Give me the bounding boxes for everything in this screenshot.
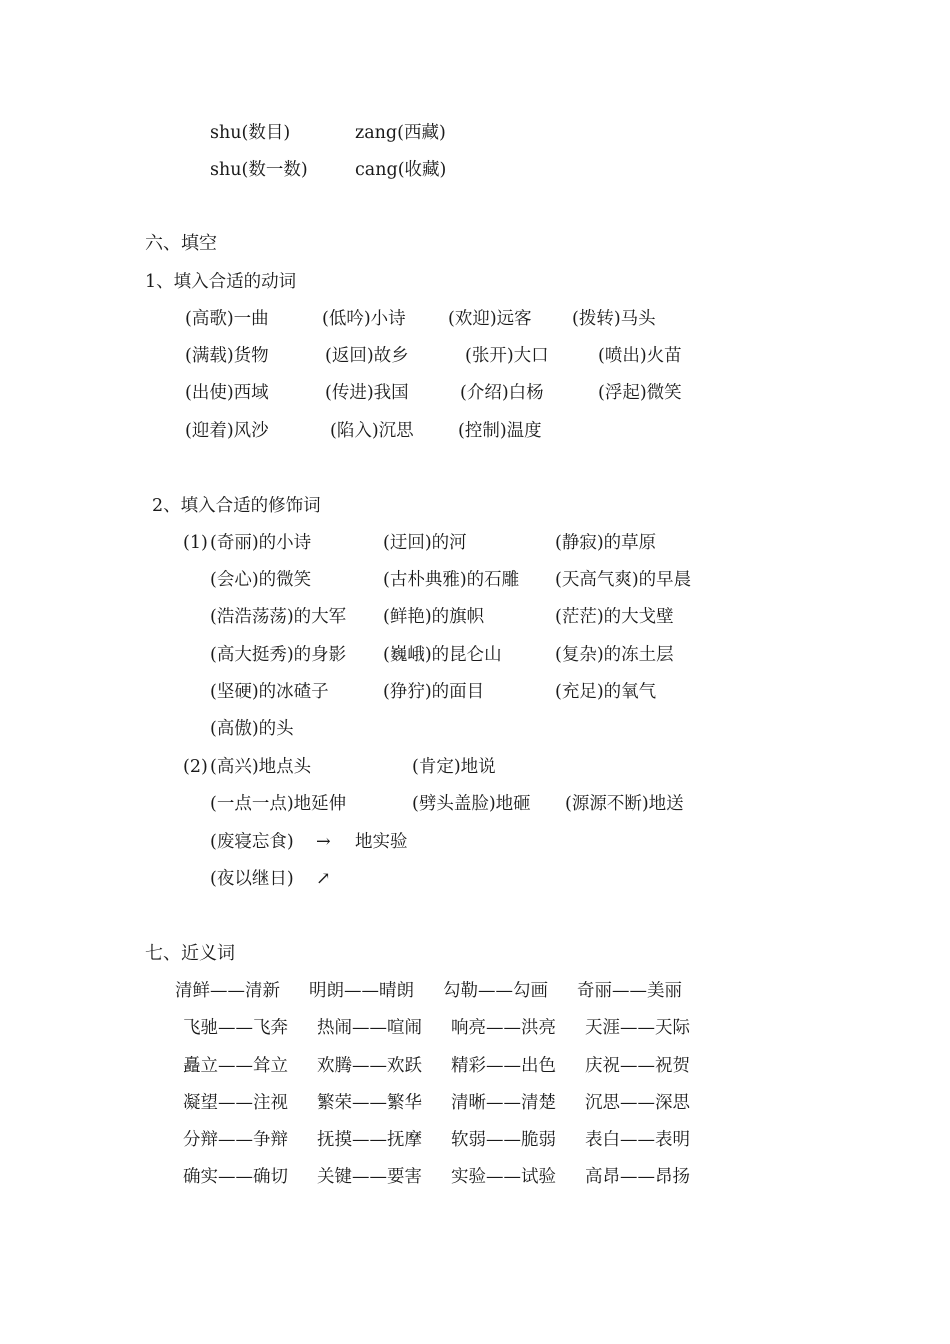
modifier-item: (茫茫)的大戈壁: [555, 607, 674, 627]
section-title: 六、填空: [145, 233, 217, 254]
modifier-item: (会心)的微笑: [210, 570, 312, 590]
modifier-item: (狰狞)的面目: [383, 682, 485, 702]
modifier-item: (肯定)地说: [412, 757, 496, 777]
verb-item: (欢迎)远客: [448, 309, 532, 329]
subsection-title: 1、填入合适的动词: [145, 272, 297, 292]
synonym-pair: 奇丽——美丽: [577, 981, 682, 1001]
pinyin-item: cang(收藏): [355, 160, 447, 180]
verb-item: (介绍)白杨: [460, 383, 544, 403]
verb-item: (拨转)马头: [572, 309, 656, 329]
part-marker: (1): [183, 533, 208, 553]
section-title: 七、近义词: [145, 943, 235, 964]
synonym-pair: 凝望——注视: [183, 1093, 288, 1113]
verb-item: (传进)我国: [325, 383, 409, 403]
modifier-item: (一点一点)地延伸: [210, 794, 347, 814]
modifier-item: (劈头盖脸)地砸: [412, 794, 531, 814]
modifier-item: (源源不断)地送: [565, 794, 684, 814]
synonym-pair: 软弱——脆弱: [451, 1130, 556, 1150]
modifier-item: (天高气爽)的早晨: [555, 570, 692, 590]
modifier-item: (奇丽)的小诗: [210, 533, 312, 553]
synonym-pair: 欢腾——欢跃: [317, 1056, 422, 1076]
synonym-pair: 表白——表明: [585, 1130, 690, 1150]
verb-item: (出使)西域: [185, 383, 269, 403]
subsection-title: 2、填入合适的修饰词: [152, 496, 321, 516]
synonym-pair: 实验——试验: [451, 1167, 556, 1187]
synonym-pair: 确实——确切: [183, 1167, 288, 1187]
verb-item: (张开)大口: [465, 346, 549, 366]
verb-item: (满载)货物: [185, 346, 269, 366]
synonym-pair: 分辩——争辩: [183, 1130, 288, 1150]
pinyin-item: shu(数一数): [210, 160, 308, 180]
modifier-target: 地实验: [355, 832, 408, 852]
synonym-pair: 天涯——天际: [585, 1018, 690, 1038]
modifier-item: (鲜艳)的旗帜: [383, 607, 485, 627]
verb-item: (喷出)火苗: [598, 346, 682, 366]
pinyin-item: shu(数目): [210, 123, 291, 143]
modifier-item: (坚硬)的冰碴子: [210, 682, 329, 702]
modifier-item: (高傲)的头: [210, 719, 294, 739]
verb-item: (返回)故乡: [325, 346, 409, 366]
synonym-pair: 庆祝——祝贺: [585, 1056, 690, 1076]
synonym-pair: 矗立——耸立: [183, 1056, 288, 1076]
modifier-item: (高大挺秀)的身影: [210, 645, 347, 665]
modifier-item: (巍峨)的昆仑山: [383, 645, 502, 665]
modifier-item: (静寂)的草原: [555, 533, 657, 553]
synonym-pair: 飞驰——飞奔: [183, 1018, 288, 1038]
verb-item: (陷入)沉思: [330, 421, 414, 441]
synonym-pair: 勾勒——勾画: [443, 981, 548, 1001]
pinyin-item: zang(西藏): [355, 123, 446, 143]
arrow-up-right-icon: ↗: [316, 869, 331, 889]
modifier-item: (复杂)的冻土层: [555, 645, 674, 665]
verb-item: (浮起)微笑: [598, 383, 682, 403]
modifier-item: (夜以继日): [210, 869, 294, 889]
modifier-item: (迂回)的河: [383, 533, 467, 553]
synonym-pair: 精彩——出色: [451, 1056, 556, 1076]
synonym-pair: 响亮——洪亮: [451, 1018, 556, 1038]
modifier-item: (古朴典雅)的石雕: [383, 570, 520, 590]
verb-item: (高歌)一曲: [185, 309, 269, 329]
synonym-pair: 沉思——深思: [585, 1093, 690, 1113]
modifier-item: (废寝忘食): [210, 832, 294, 852]
modifier-item: (浩浩荡荡)的大军: [210, 607, 347, 627]
verb-item: (控制)温度: [458, 421, 542, 441]
verb-item: (迎着)风沙: [185, 421, 269, 441]
synonym-pair: 热闹——喧闹: [317, 1018, 422, 1038]
arrow-right-icon: →: [316, 832, 331, 852]
synonym-pair: 抚摸——抚摩: [317, 1130, 422, 1150]
synonym-pair: 高昂——昂扬: [585, 1167, 690, 1187]
synonym-pair: 清鲜——清新: [175, 981, 280, 1001]
synonym-pair: 明朗——晴朗: [309, 981, 414, 1001]
modifier-item: (充足)的氧气: [555, 682, 657, 702]
verb-item: (低吟)小诗: [322, 309, 406, 329]
part-marker: (2): [183, 757, 208, 777]
synonym-pair: 清晰——清楚: [451, 1093, 556, 1113]
synonym-pair: 关键——要害: [317, 1167, 422, 1187]
modifier-item: (高兴)地点头: [210, 757, 312, 777]
synonym-pair: 繁荣——繁华: [317, 1093, 422, 1113]
